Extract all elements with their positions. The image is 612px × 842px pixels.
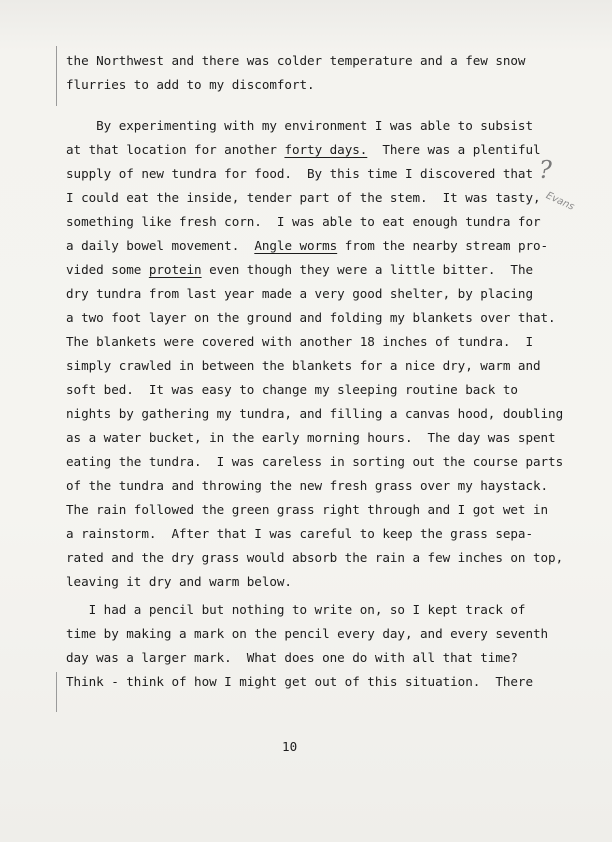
text-segment: time by making a mark on the pencil every day, and every seventh xyxy=(66,626,549,641)
text-segment: rated and the dry grass would absorb the rain a few inches on top, xyxy=(66,550,564,565)
text-line xyxy=(66,574,292,590)
text-segment: even though they were a little bitter. The xyxy=(201,262,534,277)
text-line xyxy=(66,602,525,618)
text-segment: a rainstorm. After that I was careful to keep the grass sepa- xyxy=(66,526,533,541)
margin-rule-bottom xyxy=(56,672,57,712)
text-line xyxy=(66,262,533,278)
text-line xyxy=(66,142,541,158)
text-line xyxy=(66,214,541,230)
text-segment: flurries to add to my discomfort. xyxy=(66,77,315,92)
text-line xyxy=(66,310,556,326)
text-segment: There was a plentiful xyxy=(367,142,541,157)
underlined-text: protein xyxy=(148,262,202,277)
text-segment: leaving it dry and warm below. xyxy=(66,574,292,589)
text-line xyxy=(66,166,533,182)
text-segment: The blankets were covered with another 18 inches of tundra. I xyxy=(66,334,533,349)
text-segment: as a water bucket, in the early morning hours. The day was spent xyxy=(66,430,556,445)
text-segment: The rain followed the green grass right through and I got wet in xyxy=(66,502,549,517)
text-segment: soft bed. It was easy to change my sleeping routine back to xyxy=(66,382,518,397)
text-line xyxy=(66,190,541,206)
page-number: 10 xyxy=(282,739,298,754)
text-segment: nights by gathering my tundra, and filling a canvas hood, doubling xyxy=(66,406,564,421)
text-line xyxy=(66,358,541,374)
text-segment: eating the tundra. I was careless in sorting out the course parts xyxy=(66,454,564,469)
underlined-text: Angle worms xyxy=(254,238,338,253)
text-line xyxy=(66,53,525,69)
text-segment: By experimenting with my environment I was able to subsist xyxy=(66,118,533,133)
text-segment: something like fresh corn. I was able to eat enough tundra for xyxy=(66,214,541,229)
text-line xyxy=(66,286,533,302)
text-segment: I had a pencil but nothing to write on, so I kept track of xyxy=(66,602,526,617)
text-segment: the Northwest and there was colder temperature and a few snow xyxy=(66,53,526,68)
text-line xyxy=(66,626,548,642)
text-line xyxy=(66,502,548,518)
text-segment: at that location for another xyxy=(66,142,285,157)
text-segment: supply of new tundra for food. By this time I discovered that xyxy=(66,166,533,181)
text-segment: day was a larger mark. What does one do with all that time? xyxy=(66,650,518,665)
text-segment: Think - think of how I might get out of this situation. There xyxy=(66,674,533,689)
text-line xyxy=(66,478,548,494)
text-line xyxy=(66,674,533,690)
text-line xyxy=(66,77,315,93)
text-line xyxy=(66,406,563,422)
text-segment: dry tundra from last year made a very good shelter, by placing xyxy=(66,286,533,301)
margin-question-mark: ? xyxy=(539,156,552,184)
text-segment: a two foot layer on the ground and folding my blankets over that. xyxy=(66,310,556,325)
text-segment: vided some xyxy=(66,262,149,277)
underlined-text: forty days. xyxy=(284,142,368,157)
text-segment: I could eat the inside, tender part of the stem. It was tasty, xyxy=(66,190,541,205)
text-segment: simply crawled in between the blankets for a nice dry, warm and xyxy=(66,358,541,373)
text-segment: of the tundra and throwing the new fresh grass over my haystack. xyxy=(66,478,549,493)
text-line xyxy=(66,454,563,470)
text-segment: from the nearby stream pro- xyxy=(337,238,549,253)
text-line xyxy=(66,430,556,446)
margin-note: Evans xyxy=(544,190,576,213)
text-segment: a daily bowel movement. xyxy=(66,238,255,253)
text-line xyxy=(66,238,548,254)
text-line xyxy=(66,526,533,542)
margin-rule-top xyxy=(56,46,57,106)
text-line xyxy=(66,334,533,350)
text-line xyxy=(66,650,518,666)
text-line xyxy=(66,118,533,134)
text-line xyxy=(66,550,563,566)
text-line xyxy=(66,382,518,398)
